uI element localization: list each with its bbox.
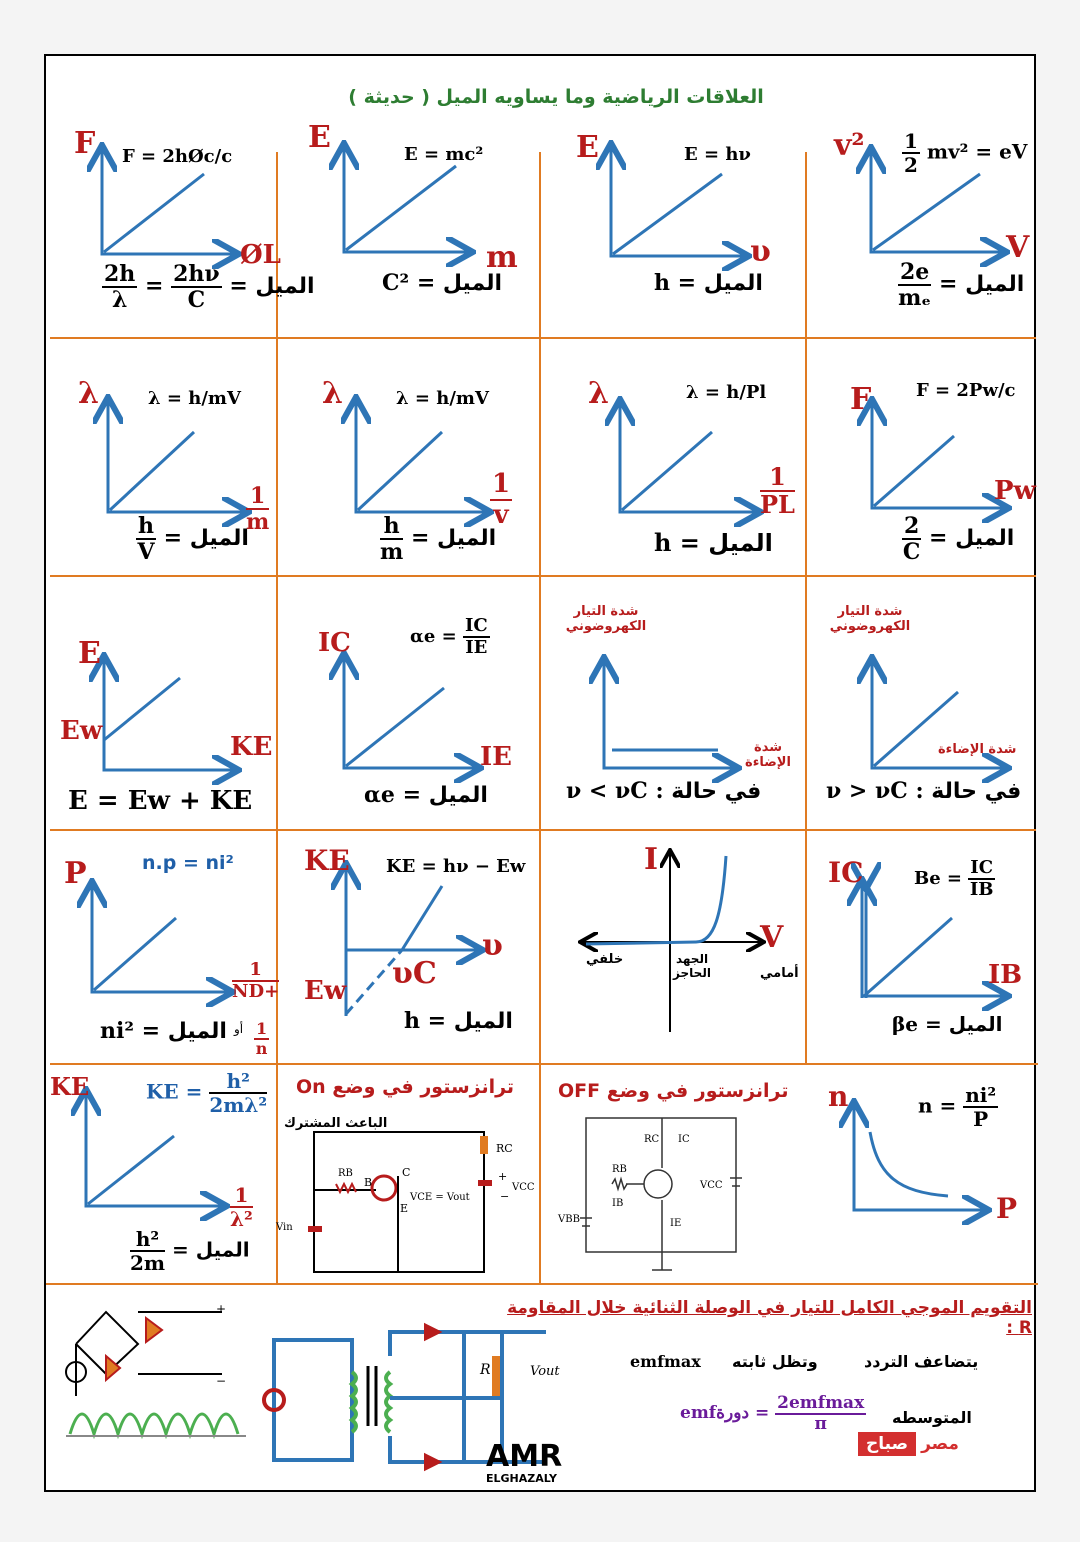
r2c4-eq: F = 2Pw/c (916, 380, 1016, 401)
r5c2-plus: + (498, 1170, 508, 1183)
r3c1-x: KE (230, 732, 273, 762)
r4c4-x: IB (988, 960, 1023, 990)
r4c3-forward: أمامي (760, 966, 799, 981)
r4c3-reverse: خلفي (586, 952, 624, 967)
r1c1-x: ØL (240, 240, 281, 270)
r1c3-x: υ (750, 234, 771, 269)
r4c1-slope: ni² = الميل (100, 1018, 227, 1044)
r5c4-eq: n = $\frac{\text{ni²}}{P}$ (918, 1083, 997, 1131)
r5c2-rb: RB (338, 1168, 353, 1179)
bridge-plus: + (216, 1302, 227, 1316)
r4c2-y: KE (304, 844, 350, 877)
r5c4-y: n (828, 1080, 849, 1113)
r5c1-eq: KE = $\frac{\text{h²}}{\text{2mλ²}}$ (146, 1069, 268, 1117)
r5c2-vcc: VCC (512, 1182, 535, 1193)
line1-mid: وتظل ثابته (732, 1352, 818, 1371)
r2c3-slope: h = الميل (654, 528, 773, 557)
r2c1-slope: $\frac{h}{V}$ = الميل (137, 513, 249, 566)
r2c1-x: $\frac{1}{m}$ (246, 483, 270, 536)
r4c1-eq: n.p = ni² (142, 852, 234, 874)
r1c2-x: m (486, 240, 518, 275)
r5c3-title: ترانزستور في وضع OFF (558, 1080, 789, 1102)
r4c1-alt: $\frac{1}{n}$ (255, 1019, 268, 1058)
r1c2-y: E (308, 120, 331, 155)
line2-formula: emfدورة = $\frac{\text{2emfmax}}{\pi}$ (680, 1393, 865, 1434)
r1c2-eq: E = mc² (404, 144, 484, 165)
r1c3-eq: E = hν (684, 144, 751, 165)
r5c3-rc: RC (644, 1134, 660, 1145)
r1c4-slope: $\frac{2e}{\text{mₑ}}$ = الميل (898, 259, 1025, 312)
r5c3-vbb: VBB (558, 1214, 580, 1225)
r4c4-slope: βe = الميل (892, 1012, 1003, 1036)
r2c2-slope: $\frac{h}{m}$ = الميل (380, 513, 497, 566)
bridge-minus: − (216, 1374, 227, 1388)
r4c2-y2: Ew (304, 976, 347, 1006)
r3c1-formula: E = Ew + KE (68, 786, 253, 816)
r5c1-x: $\frac{1}{\text{λ²}}$ (230, 1183, 253, 1231)
r2c3-eq: λ = h/Pl (686, 382, 767, 403)
r3c1-y2: Ew (60, 716, 103, 746)
watermark: صباح مصر (858, 1432, 1026, 1460)
page-title: العلاقات الرياضية وما يساويه الميل ( حديثة ) (348, 86, 764, 108)
r4c2-x: υ (482, 928, 503, 963)
r1c4-y: v² (834, 128, 865, 163)
r2c3-y: λ (588, 376, 610, 411)
r3c3-condition: ν < νC : في حالة (566, 778, 762, 804)
r1c3-slope: h = الميل (654, 270, 763, 296)
r5c3-vcc: VCC (700, 1180, 723, 1191)
r4c1-x: $\frac{1}{ND+}$ (232, 959, 280, 1002)
r3c2-eq: αe = $\frac{IC}{IE}$ (410, 615, 488, 658)
r5c1-y: KE (50, 1072, 90, 1101)
r2c1-y: λ (78, 376, 100, 411)
r3c4-condition: ν > νC : في حالة (826, 778, 1022, 804)
r2c4-slope: $\frac{2}{C}$ = الميل (902, 513, 1015, 566)
bottom-heading: التقويم الموجي الكامل للتيار في الوصلة الثنائية خلال المقاومة R : (507, 1298, 1032, 1338)
r4c1-y: P (64, 856, 87, 891)
rect-r: R (480, 1362, 491, 1378)
r5c2-title: ترانزستور في وضع On (296, 1076, 515, 1098)
r5c2-sub: الباعث المشترك (284, 1116, 388, 1131)
r5c1-slope: $\frac{\text{h²}}{2m}$ = الميل (130, 1227, 250, 1275)
r5c2-vin: Vin (276, 1222, 293, 1233)
r4c2-xc: υC (392, 956, 437, 991)
row4-graphs (92, 866, 1006, 1016)
r1c4-eq: $\frac{1}{2}$ mv² = eV (904, 129, 1028, 177)
r3c2-x: IE (480, 742, 512, 772)
line1-en: emfmax (630, 1352, 701, 1371)
r5c2-rc: RC (496, 1142, 513, 1155)
r3c2-y: IC (318, 628, 351, 658)
row1-graphs (102, 146, 1004, 256)
r4c2-slope: h = الميل (404, 1008, 513, 1034)
r4c2-eq: KE = hν − Ew (386, 856, 526, 877)
r5c2-c: C (402, 1166, 411, 1179)
r5c2-minus: − (500, 1190, 510, 1203)
r3c4-y-label: شدة التيار الكهروضوني (829, 604, 911, 634)
iv-curve (582, 852, 762, 1032)
r3c4-x-label: شدة الإضاءة (938, 742, 1017, 757)
r4c3-y: I (644, 842, 659, 877)
r2c2-eq: λ = h/mV (396, 388, 489, 409)
r2c4-x: Pw (994, 476, 1036, 506)
r5c2-vce: VCE = Vout (410, 1192, 470, 1203)
r5c4-x: P (996, 1192, 1018, 1225)
r4c1-or: أو (234, 1022, 244, 1036)
r1c3-y: E (576, 130, 599, 165)
r1c1-slope: $\frac{2h}{\lambda}$ = $\frac{2h\nu}{C}$ = الميل (104, 261, 315, 314)
r5c3-ib: IB (612, 1198, 624, 1209)
r2c1-eq: λ = h/mV (148, 388, 241, 409)
r4c3-barrier: الجهد الحاجز (673, 952, 711, 980)
amr-logo: AMR ELGHAZALY (486, 1439, 563, 1485)
line1-ar: يتضاعف التردد (864, 1352, 979, 1371)
r1c4-x: V (1006, 230, 1030, 265)
rect-vout: Vout (530, 1364, 560, 1379)
physics-sheet (44, 54, 1036, 1492)
r2c2-y: λ (322, 376, 344, 411)
r5c3-ic: IC (678, 1134, 690, 1145)
r3c1-y: E (78, 636, 101, 671)
r5c3-rb: RB (612, 1164, 627, 1175)
r3c2-slope: αe = الميل (364, 782, 488, 808)
r1c1-eq: F = 2hØc/c (122, 146, 233, 167)
r1c2-slope: C² = الميل (382, 270, 503, 296)
line2-ar: المتوسطه (892, 1408, 972, 1427)
r2c2-x: $\frac{1}{v}$ (492, 469, 511, 530)
r5c2-b: B (364, 1176, 373, 1189)
r5c3-ie: IE (670, 1218, 682, 1229)
r3c3-x-label: شدة الإضاءة (745, 740, 791, 770)
r5c2-e: E (400, 1202, 409, 1215)
r3c3-y-label: شدة التيار الكهروضوني (565, 604, 647, 634)
r4c3-x: V (760, 920, 784, 955)
r1c1-y: F (74, 126, 96, 161)
r4c4-y: IC (828, 856, 864, 889)
transistor-off-circuit (580, 1118, 742, 1270)
r4c4-eq: Be = $\frac{IC}{IB}$ (914, 857, 994, 900)
r2c3-x: $\frac{1}{PL}$ (760, 462, 795, 520)
r2c4-y: F (850, 382, 872, 417)
